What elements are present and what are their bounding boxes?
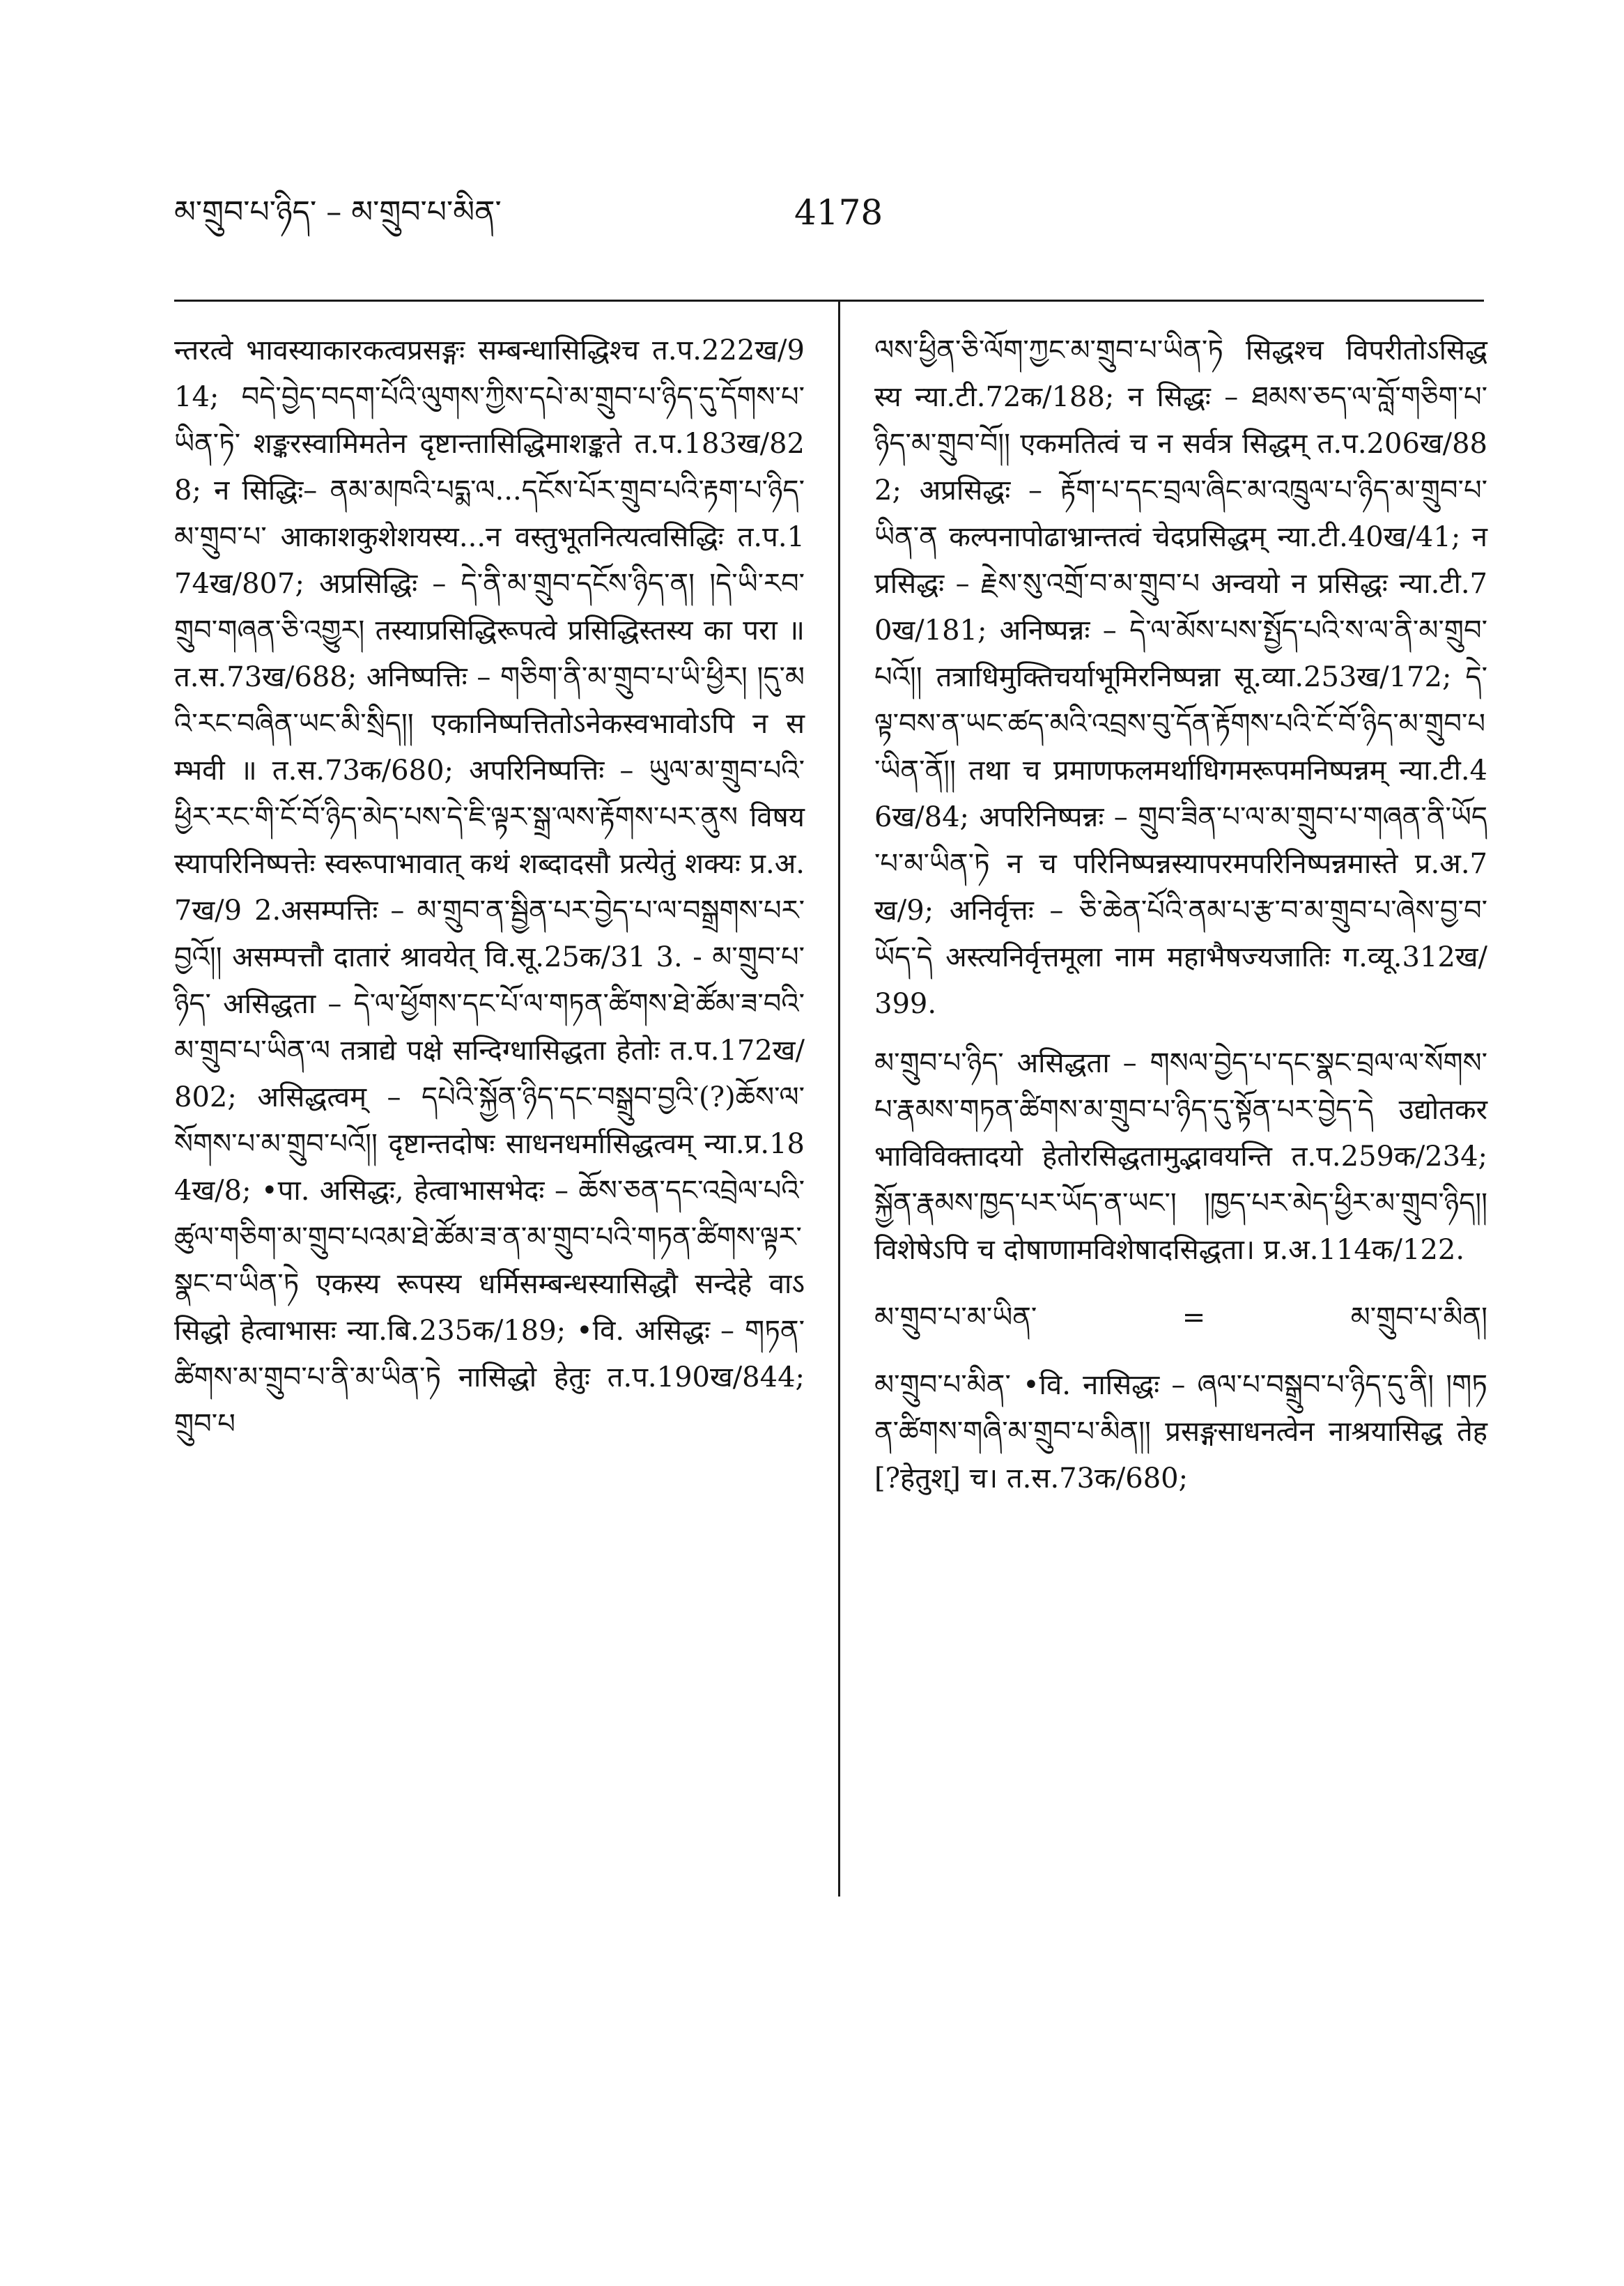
running-head: མ་གྲུབ་པ་ཉིད་ – མ་གྲུབ་པ་མིན་: [174, 194, 502, 230]
column-divider: [838, 301, 840, 1897]
left-column: [174, 327, 805, 1448]
entry-nasiddha: མ་གྲུབ་པ་མིན་ •वि. नासिद्धः – ཞལ་པ་བསྒྲུབ་པ་ཉིད་དུ་ནི། །གཏན་ཚིགས་གཞི་མ་གྲུབ་པ་མིན།། प्रसङ्गसाधनत्वेन नाश्रयासिद्ध तेह[?हेतुश्] च। त.स.73क/680;: [874, 1369, 1487, 1495]
entry-asiddhata: མ་གྲུབ་པ་ཉིད་ असिद्धता – གསལ་བྱེད་པ་དང་སྣང་བྲལ་ལ་སོགས་པ་རྣམས་གཏན་ཚིགས་མ་གྲུབ་པ་ཉིད་དུ་སྟོན་པར་བྱེད་དེ उद्योतकरभाविविक्तादयो हेतोरसिद्धतामुद्भावयन्ति त.प.259क/234; སྐྱོན་རྣམས་ཁྱད་པར་ཡོད་ན་ཡང་། །ཁྱད་པར་མེད་ཕྱིར་མ་གྲུབ་ཉིད།། विशेषेऽपि च दोषाणामविशेषादसिद्धता। प्र.अ.114क/122.: [874, 1047, 1487, 1266]
cross-reference-target: མ་གྲུབ་པ་མིན།: [1350, 1302, 1487, 1334]
cross-reference-sign: =: [1182, 1302, 1206, 1334]
entry-continued: ལས་ཕྱིན་ཅི་ལོག་ཀྱང་མ་གྲུབ་པ་ཡིན་ཏེ सिद्धश्च विपरीतोऽसिद्धस्य न्या.टी.72क/188; न सिद्धः – ཐམས་ཅད་ལ་བློ་གཅིག་པ་ཉིད་མ་གྲུབ་བོ།། एकमतित्वं च न सर्वत्र सिद्धम् त.प.206ख/882; अप्रसिद्धः – རྟོག་པ་དང་བྲལ་ཞིང་མ་འཁྲུལ་པ་ཉིད་མ་གྲུབ་པ་ཡིན་ན कल्पनापोढाभ्रान्तत्वं चेदप्रसिद्धम् न्या.टी.40ख/41; न प्रसिद्धः – རྗེས་སུ་འགྲོ་བ་མ་གྲུབ་པ अन्वयो न प्रसिद्धः न्या.टी.70ख/181; अनिष्पन्नः – དེ་ལ་མོས་པས་སྤྱོད་པའི་ས་ལ་ནི་མ་གྲུབ་པའོ།། तत्राधिमुक्तिचर्याभूमिरनिष्पन्ना सू.व्या.253ख/172; དེ་ལྟ་བས་ན་ཡང་ཚད་མའི་འབྲས་བུ་དོན་རྟོགས་པའི་ངོ་བོ་ཉིད་མ་གྲུབ་པ་ཡིན་ནོ།། तथा च प्रमाणफलमर्थाधिगमरूपमनिष्पन्नम् न्या.टी.46ख/84; अपरिनिष्पन्नः – གྲུབ་ཟིན་པ་ལ་མ་གྲུབ་པ་གཞན་ནི་ཡོད་པ་མ་ཡིན་ཏེ न च परिनिष्पन्नस्यापरमपरिनिष्पन्नमास्ते प्र.अ.7ख/9; अनिर्वृत्तः – ཅི་ཆེན་པོའི་ནམ་པ་རྩ་བ་མ་གྲུབ་པ་ཞེས་བྱ་བ་ཡོད་དེ अस्त्यनिर्वृत्तमूला नाम महाभैषज्यजातिः ग.व्यू.312ख/399.: [874, 334, 1487, 1020]
cross-reference-term: མ་གྲུབ་པ་མ་ཡིན་: [874, 1302, 1037, 1334]
page-number: 4178: [794, 192, 883, 233]
right-column: [874, 327, 1487, 1502]
header-rule: [174, 300, 1484, 302]
page-header: [174, 188, 1484, 251]
cross-reference: [874, 1295, 1487, 1341]
left-column-text: न्तरत्वे भावस्याकारकत्वप्रसङ्गः सम्बन्धासिद्धिश्च त.प.222ख/914; བདེ་བྱེད་བདག་པོའི་ལུགས་ཀྱིས་དཔེ་མ་གྲུབ་པ་ཉིད་དུ་དོགས་པ་ཡིན་ཏེ་ शङ्करस्वामिमतेन दृष्टान्तासिद्धिमाशङ्कते त.प.183ख/828; न सिद्धिः– ནམ་མཁའི་པདྨ་ལ...དངོས་པོར་གྲུབ་པའི་རྟག་པ་ཉིད་མ་གྲུབ་པ་ आकाशकुशेशयस्य...न वस्तुभूतनित्यत्वसिद्धिः त.प.174ख/807; अप्रसिद्धिः – དེ་ནི་མ་གྲུབ་དངོས་ཉིད་ན། །དེ་ཡི་རབ་གྲུབ་གཞན་ཅི་འགྱུར། तस्याप्रसिद्धिरूपत्वे प्रसिद्धिस्तस्य का परा ॥ त.स.73ख/688; अनिष्पत्तिः – གཅིག་ནི་མ་གྲུབ་པ་ཡི་ཕྱིར། །དུ་མའི་རང་བཞིན་ཡང་མི་སྲིད།། एकानिष्पत्तितोऽनेकस्वभावोऽपि न सम्भवी ॥ त.स.73क/680; अपरिनिष्पत्तिः – ཡུལ་མ་གྲུབ་པའི་ཕྱིར་རང་གི་ངོ་བོ་ཉིད་མེད་པས་དེ་ཇི་ལྟར་སྒྲ་ལས་རྟོགས་པར་ནུས विषयस्यापरिनिष्पत्तेः स्वरूपाभावात् कथं शब्दादसौ प्रत्येतुं शक्यः प्र.अ.7ख/9 2.असम्पत्तिः – མ་གྲུབ་ན་སྦྱིན་པར་བྱེད་པ་ལ་བསྒྲགས་པར་བྱའོ།། असम्पत्तौ दातारं श्रावयेत् वि.सू.25क/31 3. - མ་གྲུབ་པ་ཉིད་ असिद्धता – དེ་ལ་ཕྱོགས་དང་པོ་ལ་གཏན་ཚིགས་ཐེ་ཚོམ་ཟ་བའི་མ་གྲུབ་པ་ཡིན་ལ तत्राद्ये पक्षे सन्दिग्धासिद्धता हेतोः त.प.172ख/802; असिद्धत्वम् – དཔེའི་སྐྱོན་ཉིད་དང་བསྒྲུབ་བྱའི་(?)ཆོས་ལ་སོགས་པ་མ་གྲུབ་པའོ།། दृष्टान्तदोषः साधनधर्मासिद्धत्वम् न्या.प्र.184ख/8; •पा. असिद्धः, हेत्वाभासभेदः – ཆོས་ཅན་དང་འབྲེལ་པའི་ཚུལ་གཅིག་མ་གྲུབ་པའམ་ཐེ་ཚོམ་ཟ་ན་མ་གྲུབ་པའི་གཏན་ཚིགས་ལྟར་སྣང་བ་ཡིན་ཏེ एकस्य रूपस्य धर्मिसम्बन्धस्यासिद्धौ सन्देहे वाऽसिद्धो हेत्वाभासः न्या.बि.235क/189; •वि. असिद्धः – གཏན་ཚིགས་མ་གྲུབ་པ་ནི་མ་ཡིན་ཏེ नासिद्धो हेतुः त.प.190ख/844; གྲུབ་པ: [174, 334, 805, 1440]
